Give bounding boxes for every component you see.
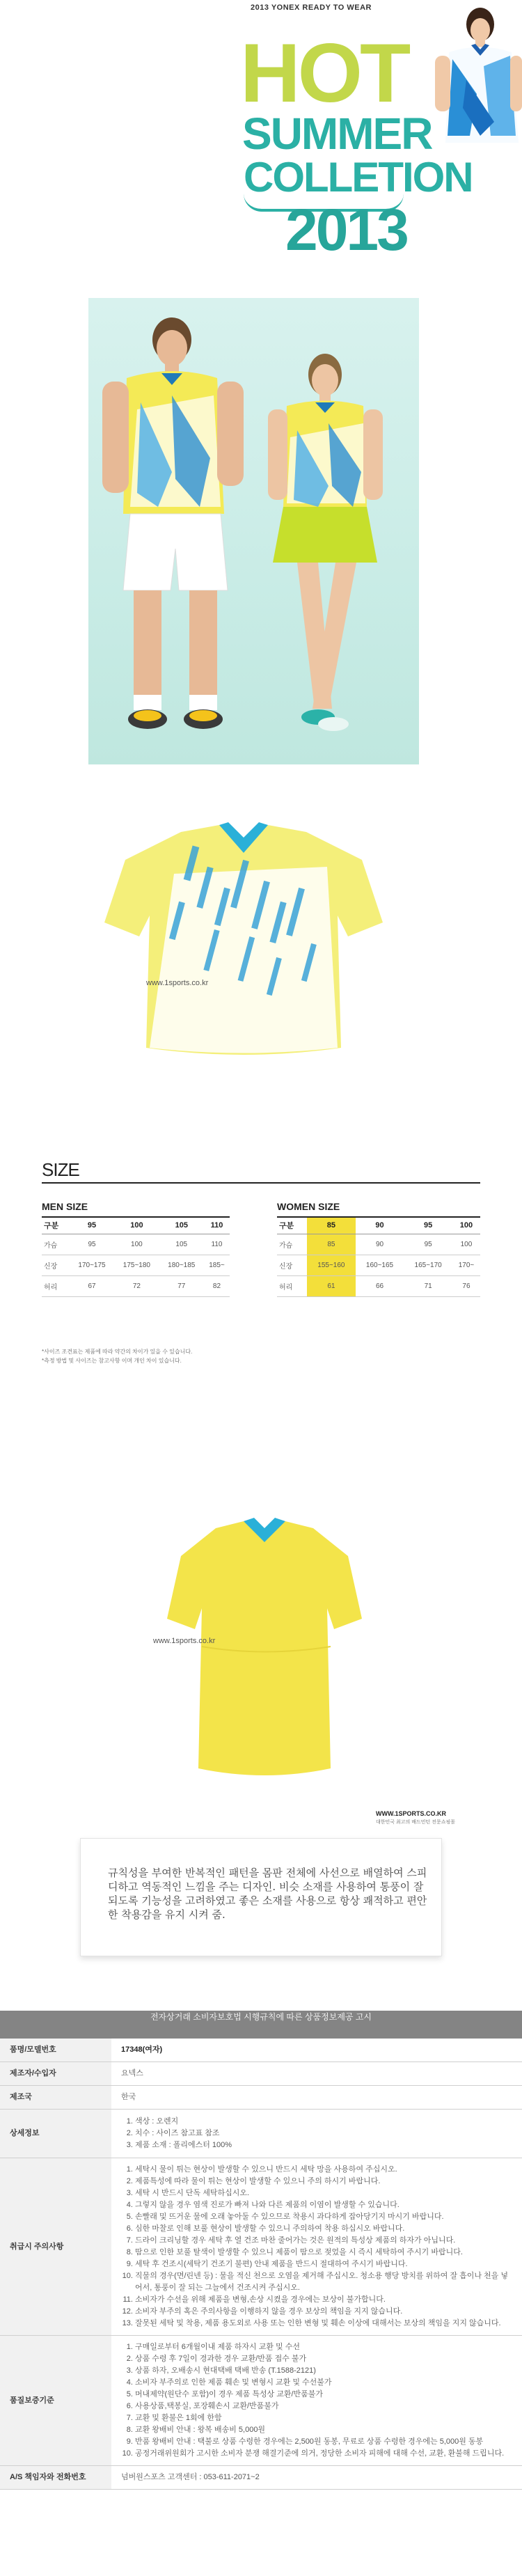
info-value — [111, 2110, 522, 2158]
list-item: 10. 공정거래위원회가 고시한 소비자 분쟁 해결기준에 의거, 정당한 소비자 피해에 대해 수선, 교환, 환불해 드립니다. — [135, 2448, 512, 2460]
table-cell: 72 — [114, 1275, 159, 1296]
table-cell: 175~180 — [114, 1255, 159, 1275]
table-cell: 100 — [114, 1234, 159, 1255]
table-row — [277, 1234, 480, 1255]
table-cell: 76 — [452, 1275, 480, 1296]
table-header: 90 — [356, 1217, 404, 1234]
info-value — [111, 2336, 522, 2466]
table-cell: 170~ — [452, 1255, 480, 1275]
women-size-title: WOMEN SIZE — [277, 1201, 340, 1212]
women-size-block — [277, 1201, 480, 1297]
watermark-text: www.1sports.co.kr — [146, 979, 209, 987]
table-cell: 100 — [452, 1234, 480, 1255]
list-item: 2. 치수 : 사이즈 참고표 참조 — [135, 2128, 512, 2139]
table-cell: 170~175 — [70, 1255, 114, 1275]
list-item: 5. 손빨래 및 뜨거운 물에 오래 놓아둘 수 있으므로 착용시 과다하게 잡아당기지 마시기 바랍니다. — [135, 2211, 512, 2223]
list-item: 9. 반품 왕배비 안내 : 택불로 상품 수령한 경우에는 2,500원 동봉, 무료로 상품 수령한 경우에는 5,000원 동봉 — [135, 2436, 512, 2448]
info-value: 넘버원스포츠 고객센터 : 053-611-2071~2 — [111, 2466, 522, 2490]
product-info-table — [0, 2039, 522, 2490]
shirt-back-image — [153, 1507, 369, 1782]
table-row — [0, 2086, 522, 2110]
info-value — [111, 2158, 522, 2336]
table-cell: 허리 — [42, 1275, 70, 1296]
hero-banner — [0, 0, 522, 285]
list-item: 1. 색상 : 오렌지 — [135, 2116, 512, 2128]
table-header: 구분 — [277, 1217, 307, 1234]
list-item: 5. 머내제약(원단수 포함)이 경우 제품 특성상 교환/반품불가 — [135, 2389, 512, 2401]
product-info-section — [0, 2011, 522, 2490]
info-key: A/S 책임자와 전화번호 — [0, 2466, 111, 2490]
hero-model-image — [428, 3, 522, 184]
table-row — [0, 2062, 522, 2086]
shirt-front-image — [97, 818, 390, 1058]
table-header: 95 — [404, 1217, 452, 1234]
table-cell: 신장 — [277, 1255, 307, 1275]
table-cell-highlighted: 85 — [307, 1234, 356, 1255]
info-key: 품질보증기준 — [0, 2336, 111, 2466]
list-item: 13. 잘못된 세탁 및 착용, 제품 용도외로 사용 또는 인한 변형 및 훼손 이상에 대해서는 보상의 책임을 지지 않습니다. — [135, 2318, 512, 2330]
info-value: 17348(여자) — [111, 2039, 522, 2062]
table-row — [277, 1275, 480, 1296]
list-item: 9. 세탁 후 건조시(세탁기 건조기 불편) 안내 제품을 반드시 절대하여 주시기 바랍니다. — [135, 2259, 512, 2270]
info-key: 제조자/수입자 — [0, 2062, 111, 2086]
list-item: 10. 직물의 경우(면/린넨 등) : 물을 적신 천으로 오염을 제거해 주십시오. 청소용 행당 방치를 위하여 잘 흡이나 천을 넣어서, 통풍이 잘 되는 그늘에서 건조시켜 주십시오. — [135, 2270, 512, 2294]
description-text: 규칙성을 부여한 반복적인 패턴을 몸판 전체에 사선으로 배열하여 스피디하고 역동적인 느낌을 주는 디자인. 비슷 소재를 사용하여 통풍이 잘되도록 기능성을 고려하였고 좋은 소재를 사용으로 항상 쾌적하고 편안한 착용감을 유지 시켜 줌. — [108, 1867, 427, 1921]
table-cell: 90 — [356, 1234, 404, 1255]
table-cell: 가슴 — [277, 1234, 307, 1255]
size-note: *측정 방법 및 사이즈는 참고사항 이며 개인 차이 있습니다. — [42, 1358, 182, 1364]
watermark-text: www.1sports.co.kr — [153, 1637, 216, 1645]
table-header-highlighted: 85 — [307, 1217, 356, 1234]
list-item: 8. 교환 왕배비 안내 : 왕복 배송비 5,000원 — [135, 2424, 512, 2436]
list-item: 3. 제품 소재 : 폴리에스터 100% — [135, 2139, 512, 2151]
table-cell: 105 — [159, 1234, 204, 1255]
table-cell: 95 — [404, 1234, 452, 1255]
models-illustration — [88, 298, 419, 764]
info-value: 한국 — [111, 2086, 522, 2110]
men-size-title: MEN SIZE — [42, 1201, 88, 1212]
table-header: 100 — [452, 1217, 480, 1234]
table-cell: 가슴 — [42, 1234, 70, 1255]
hero-year-text: 2013 — [285, 197, 407, 262]
models-photo — [88, 298, 419, 764]
size-title: SIZE — [42, 1159, 79, 1180]
list-item: 2. 제품특성에 따라 물이 튀는 현상이 발생할 수 있으니 주의 하시기 바랍니다. — [135, 2176, 512, 2188]
table-header: 100 — [114, 1217, 159, 1234]
site-sublabel: 대한민국 최고의 배드민턴 전문쇼핑몰 — [376, 1820, 456, 1825]
list-item: 8. 땀으로 인한 보풀 탈색이 발생할 수 있으니 제품이 땀으로 젖었을 시 즉시 세탁하여 주시기 바랍니다. — [135, 2247, 512, 2259]
table-header: 105 — [159, 1217, 204, 1234]
table-header: 95 — [70, 1217, 114, 1234]
table-header: 110 — [204, 1217, 230, 1234]
table-cell: 82 — [204, 1275, 230, 1296]
table-cell: 110 — [204, 1234, 230, 1255]
list-item: 1. 구매일로부터 6개월이내 제품 하자시 교환 및 수선 — [135, 2341, 512, 2353]
hero-tagline: 2013 YONEX READY TO WEAR — [251, 3, 372, 12]
info-key: 상세정보 — [0, 2110, 111, 2158]
list-item: 4. 소비자 부주의로 인한 제품 훼손 및 변형시 교환 및 수선불가 — [135, 2377, 512, 2389]
table-row — [42, 1275, 230, 1296]
table-row — [277, 1255, 480, 1275]
detail-list — [121, 2116, 512, 2151]
table-cell: 71 — [404, 1275, 452, 1296]
table-cell: 67 — [70, 1275, 114, 1296]
women-size-header-row — [277, 1217, 480, 1234]
men-size-table — [42, 1216, 230, 1297]
size-note: *사이즈 조견표는 제품에 따라 약간의 차이가 있을 수 있습니다. — [42, 1349, 193, 1355]
table-cell: 허리 — [277, 1275, 307, 1296]
warranty-list — [121, 2341, 512, 2460]
list-item: 7. 교환 및 환불은 1회에 한함 — [135, 2412, 512, 2424]
list-item: 6. 심한 마찰로 인해 보풀 현상이 발생할 수 있으니 주의하여 착용 하십시오 바랍니다. — [135, 2223, 512, 2235]
hero-collection-text: COLLETION — [244, 154, 473, 201]
list-item: 6. 사용상품,택봉실, 포장훼손시 교환/반품불가 — [135, 2401, 512, 2412]
info-key: 품명/모델번호 — [0, 2039, 111, 2062]
hero-summer-text: SUMMER — [242, 109, 432, 159]
info-key: 취급시 주의사항 — [0, 2158, 111, 2336]
size-divider — [42, 1182, 480, 1184]
table-row — [0, 2039, 522, 2062]
table-row — [0, 2336, 522, 2466]
table-row — [0, 2466, 522, 2490]
table-row — [42, 1255, 230, 1275]
list-item: 12. 소비자 부주의 혹은 주의사항을 이행하지 않을 경우 보상의 책임을 지지 않습니다. — [135, 2306, 512, 2318]
site-label: WWW.1SPORTS.CO.KR — [376, 1810, 446, 1817]
table-cell: 신장 — [42, 1255, 70, 1275]
list-item: 7. 드라이 크리닝할 경우 세탁 후 열 건조 마찬 줄어가는 것은 원적의 특성상 제품의 하자가 아닙니다. — [135, 2235, 512, 2247]
hero-hot-text: HOT — [240, 26, 409, 120]
care-list — [121, 2164, 512, 2330]
table-cell-highlighted: 61 — [307, 1275, 356, 1296]
table-cell: 180~185 — [159, 1255, 204, 1275]
table-cell: 165~170 — [404, 1255, 452, 1275]
table-cell: 77 — [159, 1275, 204, 1296]
list-item: 11. 소비자가 수선을 위해 제품을 변형,손상 시켰을 경우에는 보상이 불가합니다. — [135, 2294, 512, 2306]
table-cell: 95 — [70, 1234, 114, 1255]
men-size-block — [42, 1201, 230, 1297]
info-key: 제조국 — [0, 2086, 111, 2110]
list-item: 1. 세탁시 물이 튀는 현상이 발생할 수 있으니 반드시 세탁 망을 사용하여 주십시오. — [135, 2164, 512, 2176]
list-item: 3. 세탁 시 반드시 단독 세탁하십시오. — [135, 2188, 512, 2199]
table-row — [0, 2110, 522, 2158]
list-item: 4. 그렇지 않을 경우 염색 진로가 빠져 나와 다른 제품의 이염이 발생할 수 있습니다. — [135, 2199, 512, 2211]
description-card — [80, 1838, 442, 1970]
info-value: 요넥스 — [111, 2062, 522, 2086]
table-cell: 160~165 — [356, 1255, 404, 1275]
table-cell: 66 — [356, 1275, 404, 1296]
table-cell: 185~ — [204, 1255, 230, 1275]
table-header: 구분 — [42, 1217, 70, 1234]
list-item: 3. 상품 하자, 오배송시 현대택배 택배 반송 (T.1588-2121) — [135, 2365, 512, 2377]
table-row — [42, 1234, 230, 1255]
list-item: 2. 상품 수령 후 7일이 경과한 경우 교환/반품 접수 불가 — [135, 2353, 512, 2365]
women-size-table — [277, 1216, 480, 1297]
table-cell-highlighted: 155~160 — [307, 1255, 356, 1275]
table-row — [0, 2158, 522, 2336]
product-info-title: 전자상거래 소비자보호법 시행규칙에 따른 상품정보제공 고시 — [0, 2011, 522, 2039]
size-notes — [42, 1347, 192, 1365]
men-size-header-row — [42, 1217, 230, 1234]
